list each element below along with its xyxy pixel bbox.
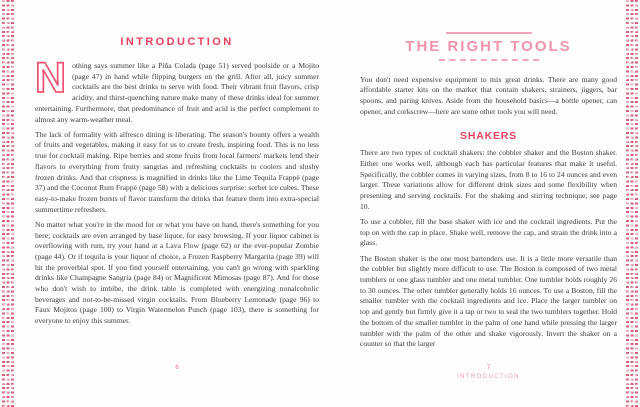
paragraph: You don't need expensive equipment to mix great drinks. There are many good affordable starter kits on the market that contain shakers, strainers, jiggers, bar spoons, and paring knives. Aside from the household basics—a bottle opener, can opener, and corkscrew—here are some other tools you will need. <box>360 74 617 116</box>
left-page <box>35 28 319 331</box>
stitch-pattern-right <box>626 0 639 407</box>
paragraph <box>35 54 319 125</box>
section-title: THE RIGHT TOOLS <box>405 37 572 55</box>
folio-number: 7 <box>486 364 491 371</box>
rule-above-title <box>446 32 532 34</box>
stitch-pattern-left <box>2 0 15 407</box>
sub-heading-shakers: SHAKERS <box>460 130 517 143</box>
chapter-title: INTRODUCTION <box>120 36 234 48</box>
paragraph: To use a cobbler, fill the base shaker with ice and the cocktail ingredients. Put the top on with the cap in place. Shake well, remove the cap, and strain the drink into a glass. <box>360 217 617 248</box>
folio-number: 6 <box>175 364 179 371</box>
right-page <box>360 28 617 354</box>
running-footer: INTRODUCTION <box>457 374 520 380</box>
page-number-right <box>360 364 617 380</box>
paragraph: The lack of formality with alfresco dining is liberating. The season's bounty offers a wealth of fruits and vegetables, making it easy for us to create fresh, inspiring food. This is no less true for cocktail making. Ripe berries and stone fruits from local farmers' markets lend their flavors to everything from fruity sangrias and refreshing cocktails to coolers and slushy frozen drinks. And that crispness is magnified in drinks like the Lime Tequila Frappé (page 37) and the Coconut Rum Frappé (page 58) with a delicious surprise: sorbet ice cubes. These easy-to-make frozen bursts of flavor transform the drinks that feature them into extra-special summertime refreshers. <box>35 129 319 214</box>
paragraph-text: othing says summer like a Piña Colada (page 51) served poolside or a Mojito (page 47) in hand while flipping burgers on the grill. After all, juicy summer cocktails are the best drinks to serve with food. Their vibrant fruit flavors, crisp acidity, and thirst-quenching nature make many of these drinks ideal for summer entertaining. Furthermore, that predominance of fruit and acid is the perfect complement to almost any warm-weather meal. <box>35 61 319 124</box>
page-number-left <box>35 364 319 371</box>
dropcap-letter: N <box>35 54 67 102</box>
paragraph: No matter what you're in the mood for or what you have on hand, there's something for you here; cocktails are even arranged by base liquor, for easy browsing. If your liquor cabinet is overflowing with rum, try your hand at a Lava Flow (page 62) or the ever-popular Zombie (page 44). Or if tequila is your liquor of choice, a Frozen Raspberry Margarita (page 39) will hit the proverbial spot. If you find yourself entertaining, you can't go wrong with sparkling drinks like Champagne Sangria (page 84) or Magnificent Mimosas (page 87). And for those who don't wish to imbibe, the drink table is completed with energizing nonalcoholic beverages and not-to-be-missed virgin cocktails. From Blueberry Lemonade (page 96) to Faux Mojitos (page 100) to Virgin Watermelon Punch (page 103), there is something for everyone to enjoy this summer. <box>35 219 319 326</box>
paragraph: There are two types of cocktail shakers: the cobbler shaker and the Boston shaker. Either one works well, although each has particular features that make it useful. Specifically, the cobbler comes in varying sizes, from 8 to 16 to 24 ounces and even larger. These variations allow for different drink sizes and some flexibility when presenting and serving cocktails. For the shaking and stirring technique, see page 10. <box>360 148 617 211</box>
dashed-rule-below-title <box>439 59 539 61</box>
paragraph: The Boston shaker is the one most bartenders use. It is a little more versatile than the cobbler but slightly more difficult to use. The Boston is composed of two metal tumblers or one glass tumbler and one metal tumbler. One tumbler holds roughly 26 to 30 ounces. The other tumbler generally holds 16 ounces. To use a Boston, fill the smaller tumbler with the cocktail ingredients and ice. Place the larger tumbler on top and gently but firmly give it a tap or two to seal the two tumblers together. Hold the bottom of the smaller tumbler in the palm of one hand while pressing the larger tumbler with the palm of the other and shake vigorously. Invert the shaker on a counter so that the larger <box>360 253 617 349</box>
section-title-block <box>360 32 617 61</box>
